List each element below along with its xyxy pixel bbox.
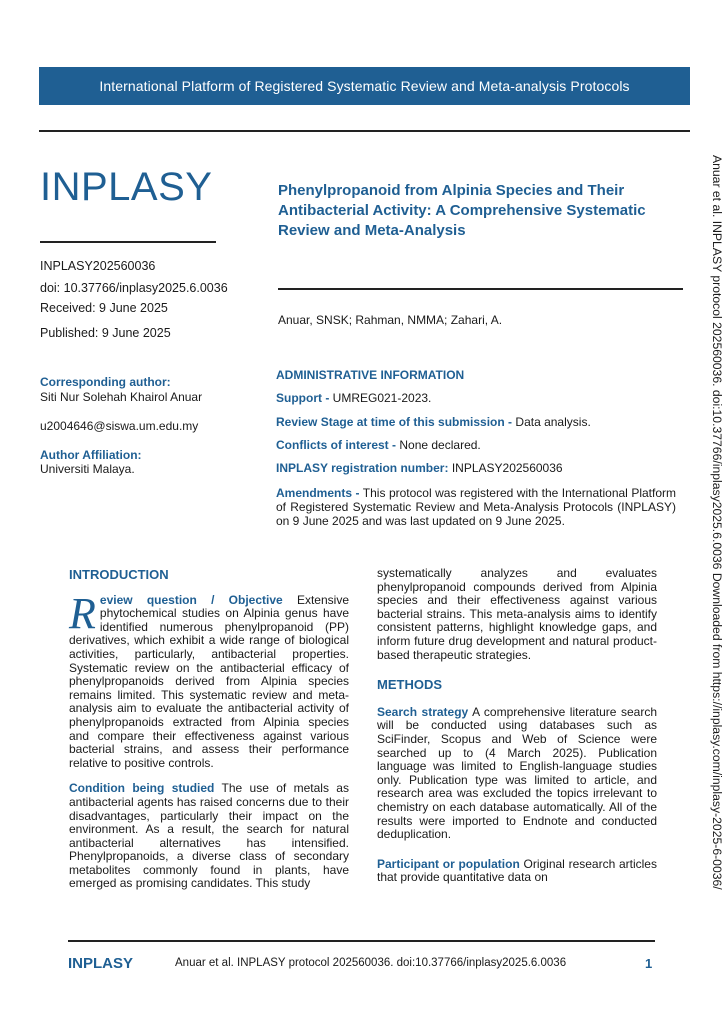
title-divider — [278, 288, 683, 290]
support-label: Support - — [276, 391, 330, 405]
footer-logo: INPLASY — [68, 955, 134, 972]
search-strategy-paragraph — [377, 706, 657, 842]
participant-paragraph — [377, 858, 657, 885]
logo-divider — [40, 241, 216, 243]
registration-number-label: INPLASY registration number: — [276, 461, 449, 475]
footer-divider — [68, 940, 655, 942]
conflicts-value: None declared. — [399, 438, 481, 452]
author-affiliation-value: Universiti Malaya. — [40, 462, 135, 476]
search-strategy-text: A comprehensive literature search will be conducted using databases such as SciFinder, Scopus and Web of Science were searched up to (4 March 2025). Publication language was limited to English-language studies only. Publication type was limited to article, and research area was excluded the topics irrelevant to chemistry on each database automatically. All of the results were imported to Endnote and conducted deduplication. — [377, 704, 657, 842]
participant-text: Original research articles that provide quantitative data on — [377, 856, 657, 885]
review-stage-value: Data analysis. — [515, 415, 591, 429]
received-date: Received: 9 June 2025 — [40, 301, 168, 315]
review-stage-label: Review Stage at time of this submission - — [276, 415, 513, 429]
review-question-paragraph — [69, 588, 349, 771]
introduction-heading: INTRODUCTION — [69, 567, 169, 582]
author-affiliation-label: Author Affiliation: — [40, 448, 142, 462]
search-strategy-label: Search strategy — [377, 704, 469, 719]
header-banner: International Platform of Registered Systematic Review and Meta-analysis Protocols — [39, 67, 690, 105]
support-line — [276, 391, 676, 405]
review-question-label: eview question / Objective — [99, 592, 283, 607]
corresponding-author-name: Siti Nur Solehah Khairol Anuar — [40, 390, 203, 404]
methods-heading: METHODS — [377, 677, 442, 693]
participant-label: Participant or population — [377, 856, 520, 871]
amendments — [276, 486, 676, 528]
published-date: Published: 9 June 2025 — [40, 326, 171, 340]
registration-id: INPLASY202560036 — [40, 259, 156, 273]
right-column — [377, 567, 657, 897]
admin-heading: ADMINISTRATIVE INFORMATION — [276, 368, 465, 382]
corresponding-author-email[interactable]: u2004646@siswa.um.edu.my — [40, 419, 199, 433]
amendments-text: This protocol was registered with the International Platform of Registered Systematic Review and Meta-Analysis Protocols (INPLASY) on 9 June 2025 and was last updated on 9 June 2025. — [276, 486, 676, 528]
doi: doi: 10.37766/inplasy2025.6.0036 — [40, 281, 228, 295]
conflicts-line — [276, 438, 676, 452]
conflicts-label: Conflicts of interest - — [276, 438, 397, 452]
dropcap: R — [69, 588, 96, 638]
side-note — [694, 155, 724, 895]
paper-title: Phenylpropanoid from Alpinia Species and Their Antibacterial Activity: A Comprehensive Systematic Review and Meta-Analysis — [278, 182, 646, 239]
page-number: 1 — [645, 956, 653, 971]
condition-paragraph — [69, 782, 349, 891]
footer-citation: Anuar et al. INPLASY protocol 202560036. doi:10.37766/inplasy2025.6.0036 — [175, 957, 567, 969]
left-column — [69, 568, 349, 903]
registration-number-line — [276, 461, 676, 475]
review-stage-line — [276, 415, 676, 429]
condition-label: Condition being studied — [69, 781, 215, 796]
support-value: UMREG021-2023. — [332, 391, 432, 405]
registration-number-value: INPLASY202560036 — [451, 461, 563, 475]
corresponding-author-label: Corresponding author: — [40, 375, 171, 389]
side-note-text: Anuar et al. INPLASY protocol 202560036. doi:10.37766/inplasy2025.6.0036 Downloaded from https://inplasy.com/inplasy-2025-6-0036/ — [710, 155, 724, 890]
condition-text: The use of metals as antibacterial agents has raised concerns due to their disadvantages, particularly their impact on the environment. As a result, the search for natural antibacterial alternatives has intensified. Phenylpropanoids, a diverse class of secondary metabolites commonly found in plants, have emerged as promising candidates. This study — [69, 781, 349, 891]
review-question-text: Extensive phytochemical studies on Alpinia genus have identified numerous phenylpropanoid (PP) derivatives, which exhibit a wide range of biological activities, particularly, antibacterial properties. Systematic review on the antibacterial efficacy of phenylpropanoids derived from Alpinia species remains limited. This systematic review and meta-analysis aim to evaluate the antibacterial activity of phenylpropanoids extracted from Alpinia species and compare their effectiveness against various bacterial strains, and assess their performance relative to positive controls. — [69, 592, 349, 770]
inplasy-logo: INPLASY — [40, 165, 213, 209]
authors: Anuar, SNSK; Rahman, NMMA; Zahari, A. — [278, 313, 503, 327]
intro-continued: systematically analyzes and evaluates phenylpropanoid compounds derived from Alpinia species and their effectiveness against various bacterial strains. This meta-analysis aims to identify consistent patterns, highlight knowledge gaps, and inform future drug development and natural product-based therapeutic strategies. — [377, 566, 657, 662]
amendments-label: Amendments - — [276, 486, 360, 500]
top-divider — [39, 130, 690, 132]
